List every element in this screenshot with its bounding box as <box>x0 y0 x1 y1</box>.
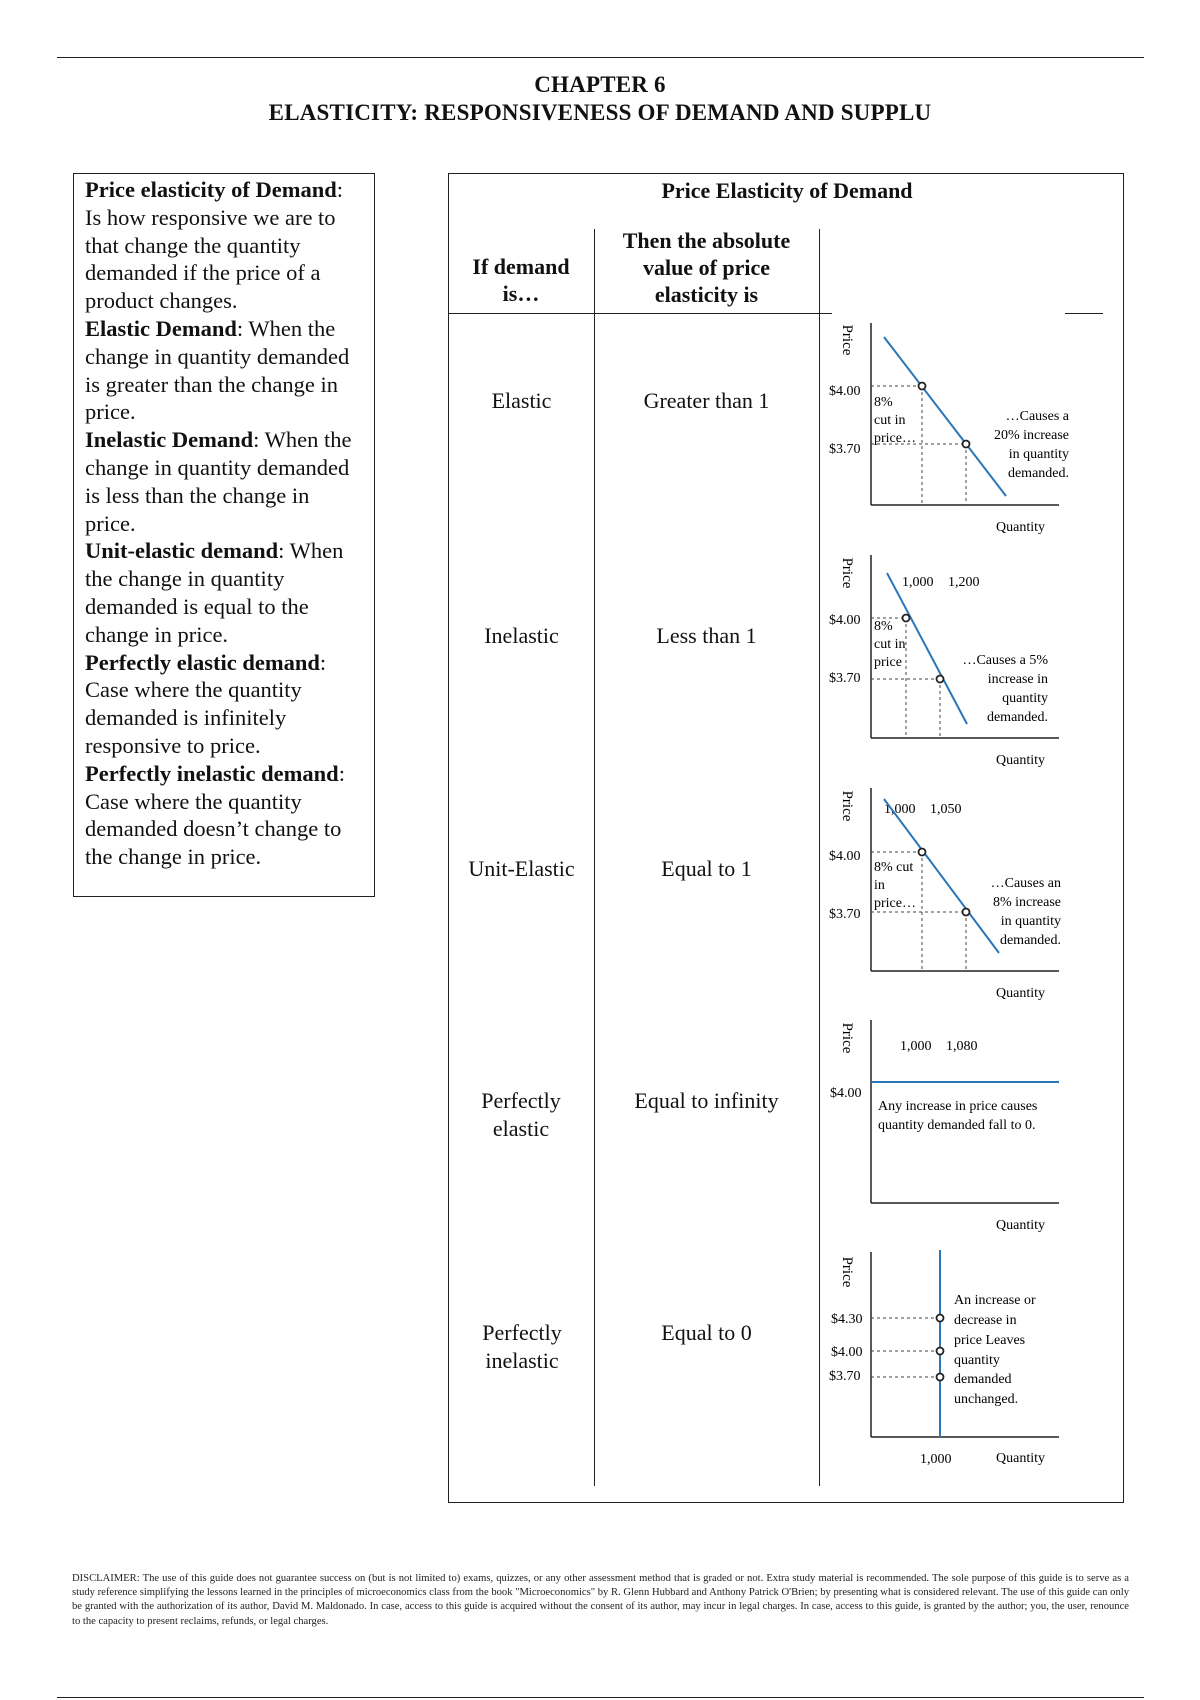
table-cell-value: Equal to 1 <box>661 856 752 881</box>
quantity-tick-1: 1,000 <box>902 575 934 590</box>
demand-note: An increase or decrease in price Leaves quantity demanded unchanged. <box>954 1293 1036 1407</box>
definition-text: When the change in quantity demanded is equal to the change in price. <box>85 538 344 647</box>
definition-term: Inelastic Demand <box>85 427 254 453</box>
definition-text: Case where the quantity demanded is infinitely responsive to price. <box>85 677 302 758</box>
definition-term: Price elasticity of Demand <box>85 177 337 202</box>
unit-elastic-demand-chart <box>829 788 1061 1001</box>
definition-text: Is how responsive we are to that change the quantity demanded if the price of a product changes. <box>85 204 336 314</box>
table-cell-demand: Inelastic <box>484 623 559 648</box>
table-cell-value: Equal to infinity <box>634 1088 779 1113</box>
demand-point <box>937 1374 944 1381</box>
table-cell-value: Greater than 1 <box>643 388 770 413</box>
quantity-effect-note: …Causes an 8% increase in quantity demanded. <box>990 876 1061 948</box>
inelastic-demand-chart <box>829 555 1059 768</box>
price-label-high: $4.00 <box>829 613 861 628</box>
definition-item: Inelastic Demand: When the change in quantity demanded is less than the change in price. <box>85 427 352 536</box>
price-cut-note: 8% cut in price <box>874 619 906 670</box>
column-header-demand: If demand is… <box>472 254 570 306</box>
demand-point <box>919 383 926 390</box>
chapter-title: CHAPTER 6 <box>534 72 666 97</box>
demand-point <box>903 615 910 622</box>
quantity-tick: 1,000 <box>920 1452 952 1467</box>
quantity-tick-1: 1,000 <box>900 1039 932 1054</box>
quantity-effect-note: …Causes a 20% increase in quantity demanded. <box>993 409 1069 481</box>
price-label: $4.30 <box>831 1312 863 1327</box>
definition-term: Unit-elastic demand <box>85 538 279 564</box>
definition-item: Price elasticity of Demand: Is how responsive we are to that change the quantity demanded if the price of a product changes. <box>85 177 344 314</box>
definition-text: When the change in quantity demanded is less than the change in price. <box>85 427 352 536</box>
price-label: $4.00 <box>831 1345 863 1360</box>
table-cell-demand: Perfectly inelastic <box>482 1320 562 1373</box>
demand-point <box>937 676 944 683</box>
price-label-high: $4.00 <box>829 849 861 864</box>
quantity-tick-1: 1,000 <box>884 802 916 817</box>
perfectly-inelastic-demand-chart <box>829 1250 1059 1467</box>
definition-item: Unit-elastic demand: When the change in quantity demanded is equal to the change in price. <box>85 538 344 647</box>
price-label: $4.00 <box>830 1086 862 1101</box>
price-label-low: $3.70 <box>829 671 861 686</box>
table-cell-value: Less than 1 <box>656 623 757 648</box>
price-axis-label: Price <box>839 1022 855 1054</box>
price-axis-label: Price <box>839 1256 855 1288</box>
price-axis-label: Price <box>839 324 855 356</box>
demand-note: Any increase in price causes quantity demanded fall to 0. <box>878 1099 1038 1133</box>
demand-point <box>963 441 970 448</box>
table-cell-demand: Unit-Elastic <box>468 856 575 881</box>
elastic-demand-chart <box>829 323 1070 535</box>
demand-point <box>937 1348 944 1355</box>
quantity-tick-2: 1,080 <box>946 1039 978 1054</box>
quantity-axis-label: Quantity <box>996 986 1045 1001</box>
quantity-axis-label: Quantity <box>996 520 1045 535</box>
table-cell-demand: Perfectly elastic <box>481 1088 561 1141</box>
quantity-axis-label: Quantity <box>996 1218 1045 1233</box>
perfectly-elastic-demand-chart <box>830 1020 1059 1233</box>
definition-item: Elastic Demand: When the change in quantity demanded is greater than the change in price. <box>85 315 350 425</box>
price-axis-label: Price <box>839 790 855 822</box>
demand-curve <box>884 799 999 953</box>
quantity-effect-note: …Causes a 5% increase in quantity demanded. <box>962 653 1048 725</box>
table-cell-value: Equal to 0 <box>661 1320 752 1345</box>
demand-point <box>937 1315 944 1322</box>
quantity-tick-2: 1,050 <box>930 802 962 817</box>
demand-point <box>963 909 970 916</box>
definition-term: Elastic Demand <box>85 315 237 341</box>
demand-point <box>919 849 926 856</box>
price-cut-note: 8% cut in price… <box>874 860 916 911</box>
chapter-subtitle: ELASTICITY: RESPONSIVENESS OF DEMAND AND SUPPLU <box>268 100 932 125</box>
quantity-tick-2: 1,200 <box>948 575 980 590</box>
definition-term: Perfectly inelastic demand <box>85 760 339 786</box>
disclaimer-text: DISCLAIMER: The use of this guide does not guarantee success on (but is not limited to) exams, quizzes, or any other assessment method that is graded or not. Extra study material is recommended. The sole purpose of this guide is to serve as a study reference simplifying the lessons learned in the principles of microeconomics class from the book "Microeconomics" by R. Glenn Hubbard and Anthony Patrick O'Brien; by presenting what is considered relevant. The use of this guide can only be granted with the authorization of its author, David M. Maldonado. In case, access to this guide is acquired without the consent of its author, may incur in legal charges. In case, access to this guide, is granted by the author; you, the user, renounce to the capacity to present reclaims, refunds, or legal charges. <box>72 1573 1129 1627</box>
price-label-low: $3.70 <box>829 442 861 457</box>
price-label-low: $3.70 <box>829 907 861 922</box>
definition-text: When the change in quantity demanded is greater than the change in price. <box>85 315 350 425</box>
price-cut-note: 8% cut in price… <box>874 395 916 446</box>
table-cell-demand: Elastic <box>491 388 552 413</box>
price-label-high: $4.00 <box>829 384 861 399</box>
quantity-axis-label: Quantity <box>996 753 1045 768</box>
bottom-rule <box>57 1697 1144 1698</box>
table-title: Price Elasticity of Demand <box>661 178 913 203</box>
definition-item: Perfectly inelastic demand: Case where the quantity demanded doesn’t change to the change in price. <box>85 760 345 870</box>
definition-text: Case where the quantity demanded doesn’t change to the change in price. <box>85 788 342 870</box>
price-axis-label: Price <box>839 557 855 589</box>
price-label: $3.70 <box>829 1369 861 1384</box>
definition-term: Perfectly elastic demand <box>85 649 320 675</box>
quantity-axis-label: Quantity <box>996 1451 1045 1466</box>
definition-item: Perfectly elastic demand: Case where the quantity demanded is infinitely responsive to price. <box>85 649 327 758</box>
column-header-elasticity: Then the absolute value of price elasticity is <box>622 228 791 307</box>
